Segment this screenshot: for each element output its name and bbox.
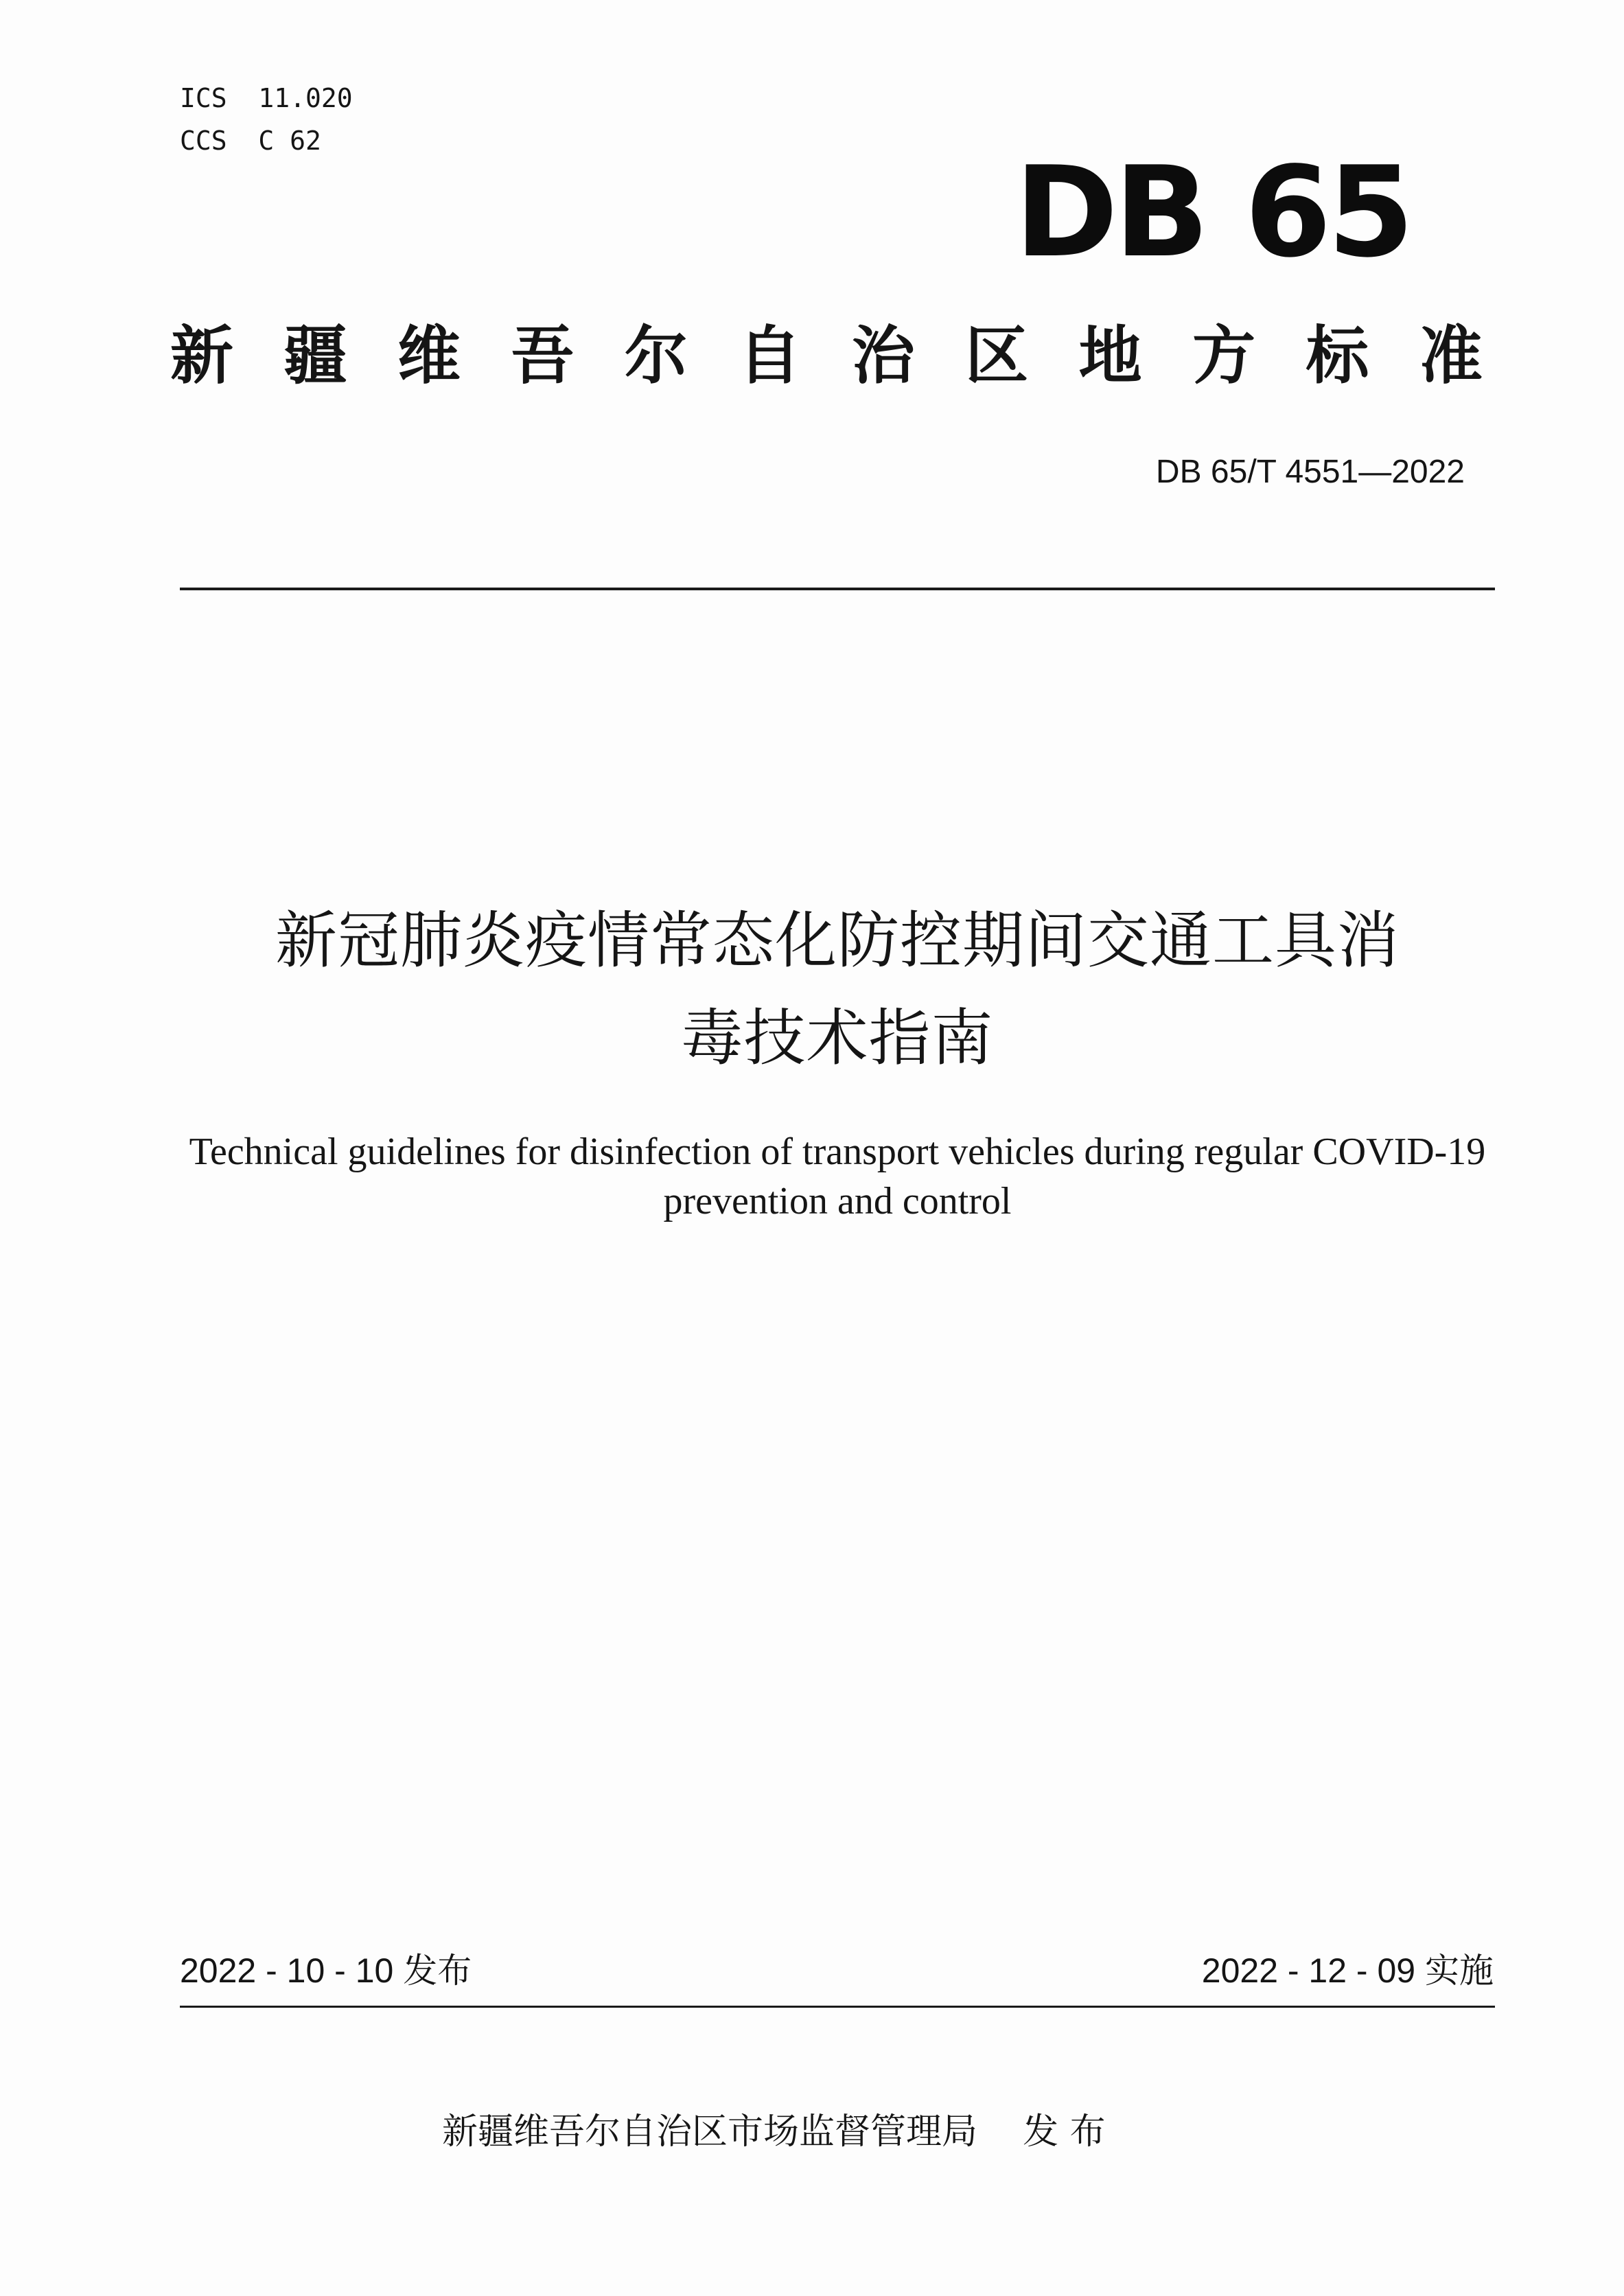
english-title — [178, 1127, 1496, 1226]
ics-code: ICS 11.020 — [180, 83, 353, 113]
bottom-divider — [180, 2006, 1495, 2008]
chinese-title — [178, 892, 1496, 1087]
publisher: 新疆维吾尔自治区市场监督管理局 发 布 — [442, 2111, 1106, 2153]
chinese-title-line-2: 毒技术指南 — [681, 1002, 994, 1074]
implement-date: 2022 - 12 - 09 实施 — [1201, 1951, 1494, 1990]
chinese-title-line-1: 新冠肺炎疫情常态化防控期间交通工具消 — [275, 905, 1400, 977]
standard-type: 新疆维吾尔自治区地方标准 — [170, 319, 1483, 393]
db65-logo: DB 65 — [1014, 139, 1411, 285]
english-title-line-1: Technical guidelines for disinfection of transport vehicles during regular COVID-19 — [189, 1130, 1486, 1173]
top-divider — [180, 588, 1495, 590]
english-title-line-2: prevention and control — [663, 1180, 1012, 1222]
standard-number: DB 65/T 4551—2022 — [1155, 454, 1465, 490]
publish-date: 2022 - 10 - 10 发布 — [180, 1951, 472, 1990]
ccs-code: CCS C 62 — [180, 126, 321, 156]
